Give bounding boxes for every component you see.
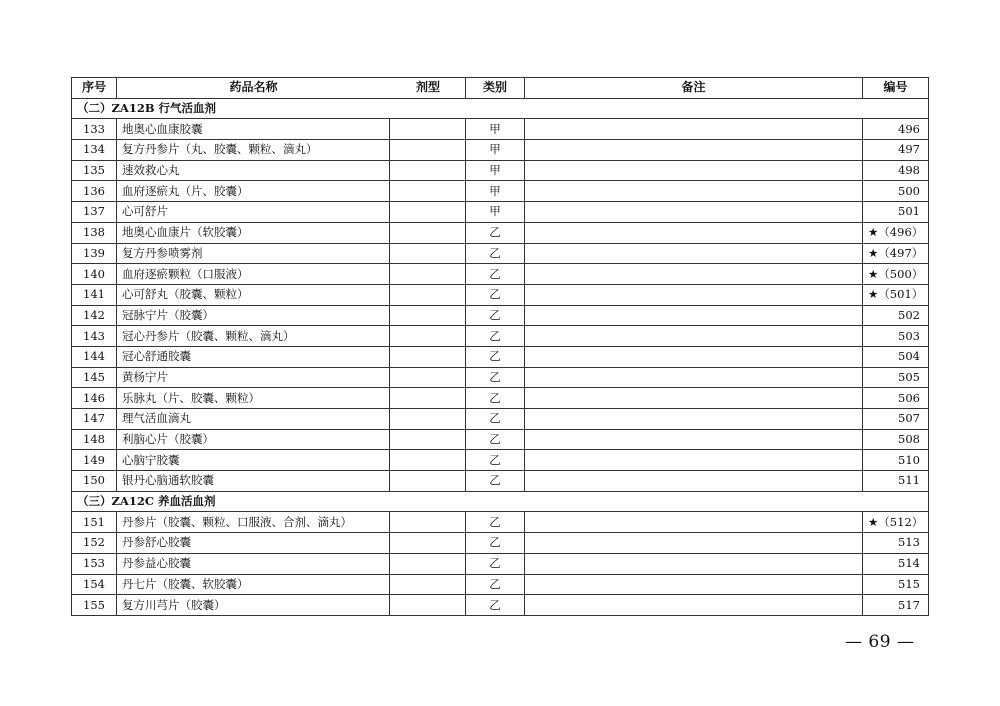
drug-code: ★（501） [863,284,929,305]
remark [525,388,863,409]
drug-name: 丹参益心胶囊 [117,553,390,574]
drug-code: ★（496） [863,222,929,243]
dosage-form [390,574,466,595]
drug-code: 497 [863,140,929,161]
remark [525,471,863,492]
section-header-row [72,491,929,512]
drug-name: 冠心舒通胶囊 [117,346,390,367]
table-row [72,119,929,140]
drug-category: 乙 [466,243,525,264]
remark [525,367,863,388]
drug-category: 甲 [466,160,525,181]
table-body [72,98,929,615]
drug-code: 496 [863,119,929,140]
drug-category: 乙 [466,326,525,347]
drug-category: 甲 [466,140,525,161]
dosage-form [390,450,466,471]
drug-name: 丹参舒心胶囊 [117,533,390,554]
remark [525,264,863,285]
drug-category: 乙 [466,264,525,285]
drug-category: 乙 [466,450,525,471]
table-row [72,326,929,347]
table-row [72,346,929,367]
table-row [72,574,929,595]
drug-category: 乙 [466,367,525,388]
row-number: 152 [72,533,117,554]
drug-name: 速效救心丸 [117,160,390,181]
row-number: 148 [72,429,117,450]
dosage-form [390,181,466,202]
drug-list-table [71,77,929,616]
drug-category: 乙 [466,305,525,326]
drug-category: 乙 [466,284,525,305]
drug-category: 乙 [466,553,525,574]
row-number: 147 [72,409,117,430]
row-number: 141 [72,284,117,305]
drug-code: 503 [863,326,929,347]
row-number: 142 [72,305,117,326]
dosage-form [390,388,466,409]
table-row [72,140,929,161]
drug-category: 乙 [466,512,525,533]
header-form: 剂型 [415,80,440,95]
row-number: 134 [72,140,117,161]
drug-category: 乙 [466,533,525,554]
drug-name: 黄杨宁片 [117,367,390,388]
dosage-form [390,305,466,326]
drug-category: 乙 [466,429,525,450]
drug-code: 511 [863,471,929,492]
drug-name: 地奥心血康片（软胶囊） [117,222,390,243]
dosage-form [390,160,466,181]
table-row [72,512,929,533]
dosage-form [390,284,466,305]
row-number: 133 [72,119,117,140]
dosage-form [390,346,466,367]
drug-category: 甲 [466,202,525,223]
table-row [72,595,929,616]
drug-code: 513 [863,533,929,554]
row-number: 150 [72,471,117,492]
section-title: （三）ZA12C 养血活血剂 [72,491,929,512]
dosage-form [390,140,466,161]
dosage-form [390,202,466,223]
remark [525,553,863,574]
remark [525,243,863,264]
row-number: 136 [72,181,117,202]
row-number: 149 [72,450,117,471]
remark [525,409,863,430]
header-code: 编号 [863,78,929,99]
dosage-form [390,222,466,243]
row-number: 153 [72,553,117,574]
table-row [72,222,929,243]
drug-name: 复方川芎片（胶囊） [117,595,390,616]
remark [525,305,863,326]
row-number: 140 [72,264,117,285]
drug-category: 乙 [466,222,525,243]
remark [525,595,863,616]
table-row [72,284,929,305]
drug-name: 冠心丹参片（胶囊、颗粒、滴丸） [117,326,390,347]
header-name: 药品名称 [229,80,278,95]
drug-code: 514 [863,553,929,574]
drug-code: 504 [863,346,929,367]
table-row [72,264,929,285]
remark [525,222,863,243]
remark [525,326,863,347]
row-number: 138 [72,222,117,243]
drug-category: 乙 [466,471,525,492]
remark [525,346,863,367]
header-no: 序号 [72,78,117,99]
drug-code: ★（497） [863,243,929,264]
remark [525,181,863,202]
drug-category: 乙 [466,409,525,430]
drug-category: 乙 [466,346,525,367]
dosage-form [390,243,466,264]
dosage-form [390,553,466,574]
row-number: 145 [72,367,117,388]
drug-name: 银丹心脑通软胶囊 [117,471,390,492]
table-row [72,450,929,471]
drug-code: 498 [863,160,929,181]
drug-name: 冠脉宁片（胶囊） [117,305,390,326]
row-number: 155 [72,595,117,616]
dosage-form [390,367,466,388]
drug-name: 理气活血滴丸 [117,409,390,430]
remark [525,140,863,161]
table-row [72,160,929,181]
header-category: 类别 [466,78,525,99]
drug-name: 利脑心片（胶囊） [117,429,390,450]
drug-name: 乐脉丸（片、胶囊、颗粒） [117,388,390,409]
drug-code: ★（512） [863,512,929,533]
row-number: 143 [72,326,117,347]
section-header-row [72,98,929,119]
drug-code: 517 [863,595,929,616]
remark [525,202,863,223]
row-number: 146 [72,388,117,409]
drug-code: 500 [863,181,929,202]
dosage-form [390,595,466,616]
drug-name: 丹参片（胶囊、颗粒、口服液、合剂、滴丸） [117,512,390,533]
remark [525,574,863,595]
drug-code: 502 [863,305,929,326]
table-row [72,367,929,388]
remark [525,533,863,554]
dosage-form [390,512,466,533]
drug-code: 507 [863,409,929,430]
drug-category: 甲 [466,181,525,202]
remark [525,429,863,450]
table-row [72,553,929,574]
table-row [72,533,929,554]
drug-code: ★（500） [863,264,929,285]
remark [525,119,863,140]
drug-name: 复方丹参喷雾剂 [117,243,390,264]
dosage-form [390,264,466,285]
dosage-form [390,471,466,492]
section-title: （二）ZA12B 行气活血剂 [72,98,929,119]
table-row [72,243,929,264]
row-number: 135 [72,160,117,181]
drug-category: 乙 [466,388,525,409]
remark [525,284,863,305]
table-row [72,202,929,223]
dosage-form [390,429,466,450]
drug-name: 丹七片（胶囊、软胶囊） [117,574,390,595]
remark [525,512,863,533]
table-row [72,409,929,430]
table-row [72,388,929,409]
row-number: 137 [72,202,117,223]
dosage-form [390,119,466,140]
drug-name: 血府逐瘀丸（片、胶囊） [117,181,390,202]
drug-code: 510 [863,450,929,471]
remark [525,450,863,471]
drug-name: 心可舒丸（胶囊、颗粒） [117,284,390,305]
table-row [72,181,929,202]
table-row [72,471,929,492]
table-row [72,305,929,326]
drug-code: 505 [863,367,929,388]
header-name-form [117,78,466,99]
row-number: 151 [72,512,117,533]
drug-code: 508 [863,429,929,450]
drug-category: 乙 [466,574,525,595]
drug-name: 血府逐瘀颗粒（口服液） [117,264,390,285]
page-number: — 69 — [845,632,915,652]
drug-code: 501 [863,202,929,223]
drug-code: 506 [863,388,929,409]
drug-name: 心可舒片 [117,202,390,223]
header-row [72,78,929,99]
dosage-form [390,409,466,430]
header-remark: 备注 [525,78,863,99]
drug-category: 乙 [466,595,525,616]
row-number: 144 [72,346,117,367]
dosage-form [390,326,466,347]
drug-name: 地奥心血康胶囊 [117,119,390,140]
row-number: 154 [72,574,117,595]
table-row [72,429,929,450]
drug-name: 心脑宁胶囊 [117,450,390,471]
remark [525,160,863,181]
drug-code: 515 [863,574,929,595]
row-number: 139 [72,243,117,264]
drug-category: 甲 [466,119,525,140]
dosage-form [390,533,466,554]
drug-name: 复方丹参片（丸、胶囊、颗粒、滴丸） [117,140,390,161]
